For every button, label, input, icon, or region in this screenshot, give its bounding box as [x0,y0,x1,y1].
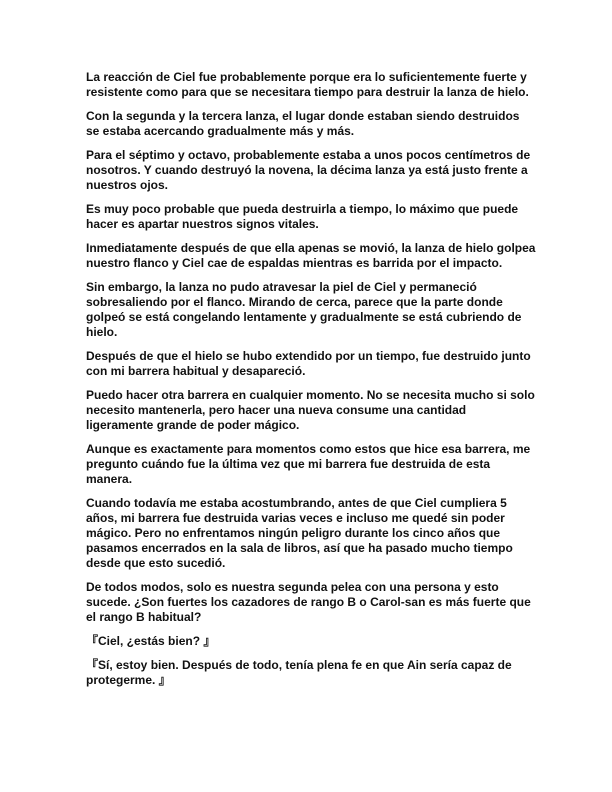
paragraph: Para el séptimo y octavo, probablemente estaba a unos pocos centímetros de nosotros. Y cuando destruyó la novena, la décima lanza ya está justo frente a nuestros ojos. [86,148,531,192]
dialogue-line: 『Sí, estoy bien. Después de todo, tenía plena fe en que Ain sería capaz de protegerme. 』 [86,658,512,687]
document-page [86,70,536,697]
paragraph: De todos modos, solo es nuestra segunda pelea con una persona y esto sucede. ¿Son fuertes los cazadores de rango B o Carol-san es más fuerte que el rango B habitual? [86,580,531,624]
paragraph: Cuando todavía me estaba acostumbrando, antes de que Ciel cumpliera 5 años, mi barrera fue destruida varias veces e incluso me quedé sin poder mágico. Pero no enfrentamos ningún peligro durante los cinco años que pasamos encerrados en la sala de libros, así que ha pasado mucho tiempo desde que esto sucedió. [86,496,513,570]
paragraph: Es muy poco probable que pueda destruirla a tiempo, lo máximo que puede hacer es apartar nuestros signos vitales. [86,202,519,231]
paragraph: Inmediatamente después de que ella apenas se movió, la lanza de hielo golpea nuestro flanco y Ciel cae de espaldas mientras es barrida por el impacto. [86,241,536,270]
paragraph: Aunque es exactamente para momentos como estos que hice esa barrera, me pregunto cuándo fue la última vez que mi barrera fue destruida de esta manera. [86,442,531,486]
paragraph: Después de que el hielo se hubo extendido por un tiempo, fue destruido junto con mi barrera habitual y desapareció. [86,349,531,378]
paragraph: Puedo hacer otra barrera en cualquier momento. No se necesita mucho si solo necesito mantenerla, pero hacer una nueva consume una cantidad ligeramente grande de poder mágico. [86,388,535,432]
paragraph: Con la segunda y la tercera lanza, el lugar donde estaban siendo destruidos se estaba acercando gradualmente más y más. [86,109,520,138]
paragraph: Sin embargo, la lanza no pudo atravesar la piel de Ciel y permaneció sobresaliendo por el flanco. Mirando de cerca, parece que la parte donde golpeó se está congelando lentamente y gradualmente se está cubriendo de hielo. [86,280,522,339]
dialogue-line: 『Ciel, ¿estás bien? 』 [86,634,216,648]
paragraph: La reacción de Ciel fue probablemente porque era lo suficientemente fuerte y resistente como para que se necesitara tiempo para destruir la lanza de hielo. [86,70,529,99]
